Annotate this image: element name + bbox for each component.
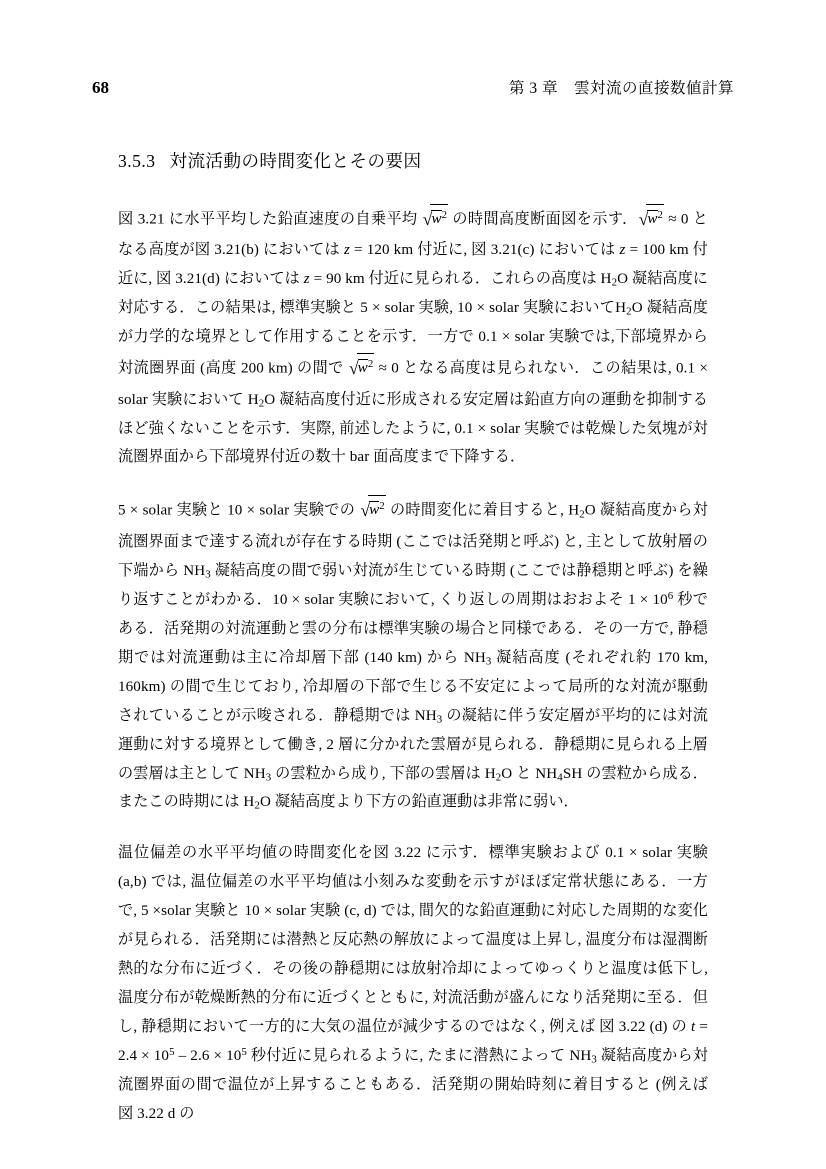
variable-z: z: [619, 242, 626, 259]
text-run: 対流圏界面まで達する流れが存在する時期 (ここでは活発期と呼ぶ) と, 主として放射層の: [118, 503, 708, 550]
text-run: km 付近に, 図 3.21(d) においては: [118, 242, 709, 288]
text-run: = 120 km 付近に, 図 3.21(c) においては: [349, 242, 620, 259]
w-bar: w: [357, 359, 368, 376]
page-header: [92, 76, 734, 98]
text-run: = 2.4 × 10: [118, 1019, 708, 1065]
w-bar: w: [369, 502, 380, 519]
text-run: 結果は, 0.1 × solar 実験において H: [118, 360, 708, 408]
exponent: 6: [667, 589, 674, 602]
text-run: solar 実験と 10 × solar 実験 (c, d) では, 間欠的な鉛直運動に対応した周期的な変化が見: [118, 903, 708, 949]
text-run: O 凝: [617, 271, 648, 288]
text-run: ≈ 0 となる高度は見られない．この: [374, 360, 622, 377]
text-run: り返すことがわかる．10 × solar 実験において, くり返しの周期はおおよそ 1 × 10: [118, 591, 668, 608]
math-rms-w: [359, 494, 385, 527]
text-run: O 凝結高度より下方の鉛直運動は非常に弱い．: [259, 794, 579, 811]
text-run: 図 3.21 に水平平均した鉛直速度の自乗平均: [118, 211, 422, 228]
text-run: 凝結高度 (それぞれ約 170 km, 160: [118, 649, 708, 695]
text-run: ある．活発期の対流運動と雲の分布は標準実験の場合と同様である．その一方で, 静穏期: [118, 620, 708, 666]
subscript: 2: [579, 508, 585, 521]
text-run: H: [615, 300, 627, 317]
text-run: では対流運動は主に冷却層下部 (140 km) から NH: [134, 649, 486, 666]
text-run: ≈ 0 と: [664, 211, 708, 228]
text-run: = 100: [625, 242, 666, 259]
running-title: 第 3 章 雲対流の直接数値計算: [508, 80, 734, 97]
subscript: 3: [265, 771, 272, 784]
page-content: [118, 148, 708, 1129]
math-rms-w: [422, 203, 448, 236]
text-run: 5 × solar 実験と 10 × solar 実験での: [118, 503, 360, 520]
radical-sign: √: [638, 210, 649, 229]
exponent: 2: [657, 208, 664, 221]
exponent: 2: [379, 500, 385, 513]
text-run: 分布に近づく．その後の静穏期には放射冷却によってゆっくりと温度は低下し, 温度分布: [118, 961, 708, 1007]
math-rms-w: [638, 203, 664, 236]
text-run: 秒付近に見られるように, たまに潜熱によって NH: [246, 1048, 592, 1065]
text-run: 凝結高度の間で弱い対流が生じている時期 (ここでは静穏期と呼ぶ) を繰: [210, 562, 708, 579]
paragraph-1: [118, 203, 708, 472]
text-run: の時間高度断面図を示す．: [448, 211, 638, 228]
paragraph-3: [118, 839, 708, 1129]
text-run: 動を抑制するほど強くないことを示す．実際, 前述したように, 0.1 × solar 実験では乾燥: [118, 391, 708, 437]
subscript: 2: [626, 305, 632, 318]
text-run: SH の雲粒から成る．またこの: [118, 765, 708, 811]
text-run: 秒で: [673, 591, 709, 608]
text-run: O 凝結高度から: [584, 503, 693, 520]
text-run: 温位偏差の水平平均値の時間変化を図 3.22 に示す．標準実験および 0.1 × solar 実験 (a,: [118, 845, 708, 891]
paragraph-2: [118, 494, 708, 817]
radicand: [430, 204, 448, 234]
text-run: が乾燥断熱的分布に近づくとともに, 対流活動が盛んになり活発期に至る．但し, 静穏期: [118, 990, 708, 1036]
text-run: として NH: [194, 765, 266, 782]
text-run: km) の間で生じており, 冷却層の下部で生じる不安定によって局所的な対流が駆動されて: [118, 678, 708, 724]
radicand: [646, 204, 664, 234]
subscript: 2: [495, 771, 502, 784]
text-run: 時期には H: [178, 794, 255, 811]
w-bar: w: [431, 210, 442, 227]
subscript: 3: [485, 655, 492, 668]
text-run: 凝結高度から対流圏界面: [118, 1048, 709, 1094]
text-run: の間で温位が上昇することもある．活発期の開始時刻に着目すると (例えば 図 3.22 d の: [118, 1077, 708, 1123]
section-title: 対流活動の時間変化とその要因: [169, 151, 422, 171]
text-run: O 凝結高度付近に形成される安定層は鉛直方向の運: [264, 391, 617, 408]
exponent: 5: [241, 1046, 247, 1059]
exponent: 2: [441, 208, 448, 221]
section-heading: [118, 148, 708, 173]
section-number: 3.5.3: [118, 151, 156, 171]
radical-sign: √: [360, 501, 371, 521]
radicand: [368, 495, 386, 525]
text-run: 結高度に対応する．この結果は, 標準実験と 5 × solar 実験, 10 × solar 実験において: [118, 271, 708, 317]
subscript: 3: [205, 568, 211, 581]
text-run: いることが示唆される．静穏期では NH: [164, 707, 437, 724]
text-run: O と NH: [501, 765, 558, 782]
subscript: 3: [436, 713, 443, 726]
text-run: 下端から NH: [118, 562, 206, 579]
variable-z: z: [343, 242, 350, 259]
text-run: の時間変化に着目すると, H: [385, 503, 580, 520]
text-run: した気塊が対流圏界面から下部境界付近の数十 bar 面高度まで下降する．: [118, 420, 708, 466]
text-run: – 2.6 × 10: [178, 1048, 242, 1065]
text-run: の凝結に伴う安定層が平均的には対流運動に対: [118, 707, 708, 753]
variable-z: z: [303, 271, 310, 288]
text-run: られる．活発期には潜熱と反応熱の解放によって温度は上昇し, 温度分布は湿潤断熱的な: [118, 932, 708, 978]
math-rms-w: [348, 352, 374, 385]
variable-t: t: [691, 1019, 696, 1036]
exponent: 5: [169, 1046, 175, 1059]
subscript: 2: [258, 397, 265, 410]
subscript: 2: [611, 277, 618, 289]
w-bar: w: [647, 210, 658, 227]
text-run: b) では, 温位偏差の水平平均値は小刻みな変動を示すがほぼ定常状態にある．一方で, 5 ×: [118, 874, 708, 920]
radical-sign: √: [422, 210, 433, 229]
subscript: 3: [591, 1053, 597, 1066]
subscript: 4: [557, 771, 563, 784]
exponent: 2: [367, 357, 374, 370]
text-run: O 凝結高度が力学的な境界として作用することを示す．一方で 0.1 × solar 実験では,: [118, 300, 708, 346]
text-run: の雲粒から成り, 下部の雲層は H: [271, 765, 496, 782]
subscript: 2: [254, 800, 260, 813]
radical-sign: √: [349, 359, 359, 379]
text-run: なる高度が図 3.21(b) においては: [118, 242, 344, 259]
text-run: において一方的に大気の温位が減少するのではなく, 例えば 図 3.22 (d) の: [187, 1019, 692, 1036]
page-number: 68: [92, 78, 109, 97]
text-run: する境界として働き, 2 層に分かれた雲層が見られる．静穏期に見られる上層の雲層は主: [118, 736, 708, 782]
text-run: 下部境界から対流圏界面 (高度 200 km) の間で: [118, 329, 708, 377]
radicand: [357, 353, 375, 383]
text-run: = 90 km 付近に見られる．これらの高度は H: [309, 271, 612, 288]
